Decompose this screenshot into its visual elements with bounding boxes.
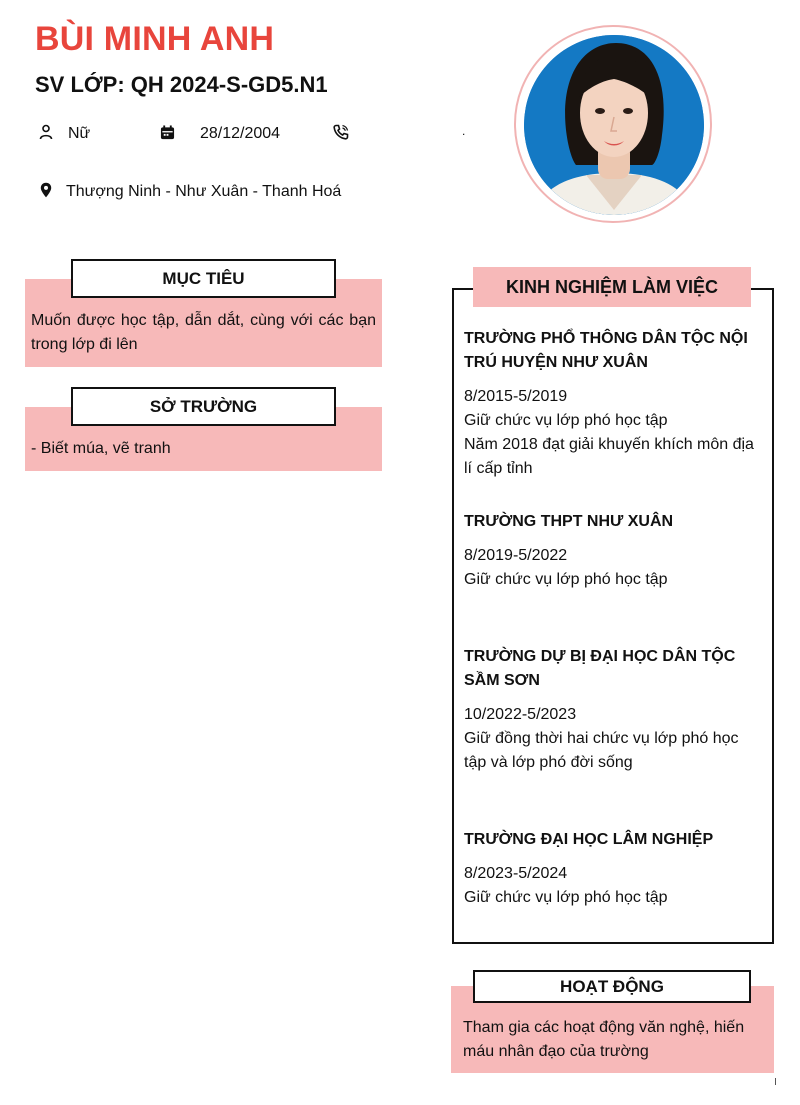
person-icon bbox=[38, 124, 54, 140]
objective-text: Muốn được học tập, dẫn dắt, cùng với các bạn trong lớp đi lên bbox=[31, 312, 376, 353]
school-name: TRƯỜNG ĐẠI HỌC LÂM NGHIỆP bbox=[464, 831, 714, 848]
role: Giữ đồng thời hai chức vụ lớp phó học tập và lớp phó đời sống bbox=[464, 730, 739, 771]
achievement: Năm 2018 đạt giải khuyến khích môn địa lí cấp tỉnh bbox=[464, 436, 754, 477]
activities-title: HOẠT ĐỘNG bbox=[473, 970, 751, 1003]
experience-item bbox=[464, 828, 760, 910]
candidate-name: BÙI MINH ANH bbox=[35, 20, 275, 58]
address-value: Thượng Ninh - Như Xuân - Thanh Hoá bbox=[66, 183, 342, 200]
experience-title: KINH NGHIỆM LÀM VIỆC bbox=[473, 267, 751, 307]
location-pin-icon bbox=[38, 182, 54, 198]
phone-value: . bbox=[462, 124, 466, 138]
objective-title: MỤC TIÊU bbox=[71, 259, 336, 298]
gender-value: Nữ bbox=[68, 125, 91, 142]
calendar-icon bbox=[160, 125, 175, 140]
school-name: TRƯỜNG DỰ BỊ ĐẠI HỌC DÂN TỘC SẦM SƠN bbox=[464, 648, 736, 689]
period: 8/2015-5/2019 bbox=[464, 388, 568, 405]
period: 8/2023-5/2024 bbox=[464, 865, 568, 882]
school-name: TRƯỜNG THPT NHƯ XUÂN bbox=[464, 513, 674, 530]
experience-item bbox=[464, 327, 760, 481]
experience-item bbox=[464, 645, 760, 775]
strengths-title: SỞ TRƯỜNG bbox=[71, 387, 336, 426]
phone-icon bbox=[333, 124, 349, 140]
period: 8/2019-5/2022 bbox=[464, 547, 568, 564]
strengths-text: - Biết múa, vẽ tranh bbox=[31, 440, 171, 457]
role: Giữ chức vụ lớp phó học tập bbox=[464, 412, 668, 429]
period: 10/2022-5/2023 bbox=[464, 706, 577, 723]
profile-photo bbox=[524, 35, 704, 215]
activities-text: Tham gia các hoạt động văn nghệ, hiến máu nhân đạo của trường bbox=[463, 1019, 745, 1060]
experience-item bbox=[464, 510, 760, 592]
birthdate-value: 28/12/2004 bbox=[200, 125, 281, 142]
divider-mark bbox=[775, 1078, 776, 1085]
school-name: TRƯỜNG PHỔ THÔNG DÂN TỘC NỘI TRÚ HUYỆN NHƯ XUÂN bbox=[464, 330, 748, 371]
class-line: SV LỚP: QH 2024-S-GD5.N1 bbox=[35, 72, 328, 97]
role: Giữ chức vụ lớp phó học tập bbox=[464, 571, 668, 588]
role: Giữ chức vụ lớp phó học tập bbox=[464, 889, 668, 906]
